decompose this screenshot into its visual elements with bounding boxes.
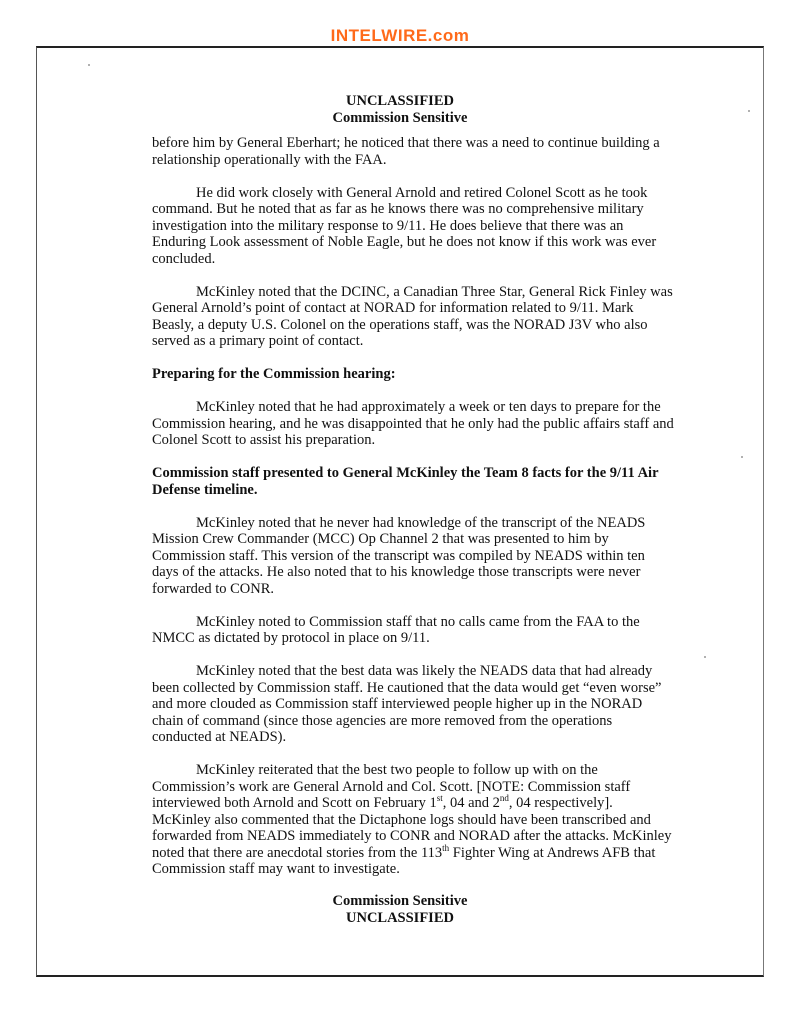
paragraph-hearing-prep: McKinley noted that he had approximately a week or ten days to prepare for the Commission hearing, and he was disappointed that he only had the public affairs staff and Colonel Scott to assist his preparation. bbox=[152, 399, 674, 448]
scan-speck bbox=[704, 656, 706, 658]
paragraph-investigation: He did work closely with General Arnold and retired Colonel Scott as he took command. But he noted that as far as he knows there was no comprehensive military investigation into the military response to 9/11. He does believe that there was an Enduring Look assessment of Noble Eagle, but he does not know if this work was ever concluded. bbox=[152, 184, 657, 267]
follow-up-text-d: Fighter Wing at Andrews AFB that Commission staff may want to investigate. bbox=[152, 844, 656, 877]
paragraph-transcript: McKinley noted that he never had knowledge of the transcript of the NEADS Mission Crew Commander (MCC) Op Channel 2 that was presented to him by Commission staff. This version of the transcript was compiled by NEADS within ten days of the attacks. He also noted that to his knowledge those transcripts were never forwarded to CONR. bbox=[152, 514, 646, 597]
intelwire-watermark: INTELWIRE.com bbox=[330, 26, 470, 45]
scan-speck bbox=[741, 456, 743, 458]
section-heading-hearing: Preparing for the Commission hearing: bbox=[152, 366, 396, 382]
follow-up-text-b: , 04 and 2 bbox=[442, 795, 500, 811]
classification-footer bbox=[0, 893, 800, 926]
header-sensitivity: Commission Sensitive bbox=[332, 109, 468, 126]
follow-up-text-a: McKinley reiterated that the best two people to follow up with on the Commission’s work are General Arnold and Col. Scott. [NOTE: Commission staff interviewed both Arnold and Scott on February 1 bbox=[152, 762, 631, 811]
header-classification: UNCLASSIFIED bbox=[346, 93, 454, 109]
paragraph-points-of-contact: McKinley noted that the DCINC, a Canadian Three Star, General Rick Finley was General Arnold’s point of contact at NORAD for information related to 9/11. Mark Beasly, a deputy U.S. Colonel on the operations staff, was the NORAD J3V who also served as a primary point of contact. bbox=[152, 283, 673, 349]
ordinal-suffix: st bbox=[436, 793, 443, 804]
paragraph-neads-data: McKinley noted that the best data was likely the NEADS data that had already been collected by Commission staff. He cautioned that the data would get “even worse” and more clouded as Commission staff interviewed people higher up in the NORAD chain of command (since those agencies are more removed from the operations conducted at NEADS). bbox=[152, 663, 662, 745]
document-body bbox=[152, 135, 674, 894]
classification-header bbox=[0, 93, 800, 126]
ordinal-suffix: th bbox=[442, 842, 450, 853]
section-heading-team8: Commission staff presented to General McKinley the Team 8 facts for the 9/11 Air Defense timeline. bbox=[152, 465, 659, 498]
paragraph-continuation: before him by General Eberhart; he noticed that there was a need to continue building a relationship operationally with the FAA. bbox=[152, 135, 660, 168]
scan-speck bbox=[88, 64, 90, 66]
paragraph-nmcc-calls: McKinley noted to Commission staff that no calls came from the FAA to the NMCC as dictated by protocol in place on 9/11. bbox=[152, 613, 640, 646]
footer-sensitivity: Commission Sensitive bbox=[332, 893, 468, 909]
ordinal-suffix: nd bbox=[499, 793, 509, 804]
paragraph-follow-up bbox=[152, 762, 674, 878]
footer-classification: UNCLASSIFIED bbox=[346, 909, 454, 926]
follow-up-text-c: , 04 respectively]. McKinley also commented that the Dictaphone logs should have been transcribed and forwarded from NEADS immediately to CONR and NORAD after the attacks. McKinley noted that there are anecdotal stories from the 113 bbox=[152, 795, 672, 861]
